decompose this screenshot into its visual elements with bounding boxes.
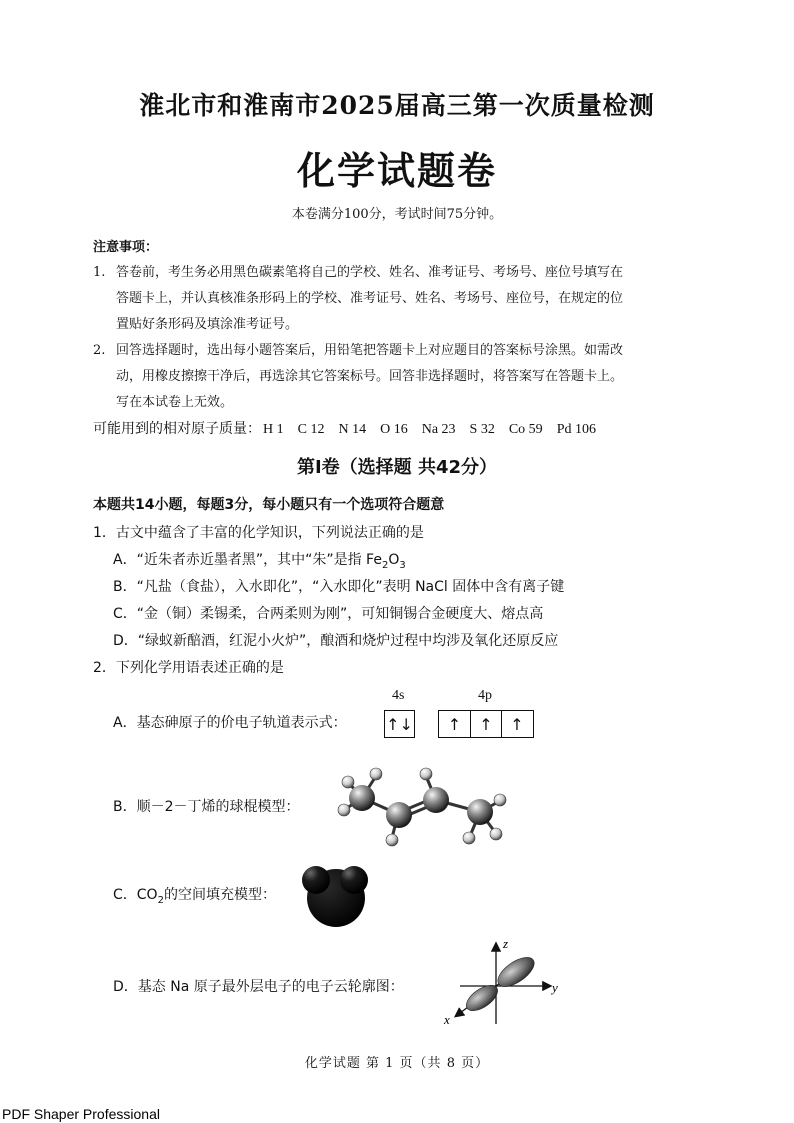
orbital-box-4s	[384, 710, 415, 738]
co2-space-filling-model	[296, 858, 376, 928]
exam-title: 淮北市和淮南市2025届高三第一次质量检测	[139, 91, 655, 120]
orbital-label-4s: 4s	[392, 688, 405, 703]
notice-item-2-line-3: 写在本试卷上无效。	[116, 395, 234, 410]
hydrogen-atom	[342, 776, 354, 788]
cis-2-butene-ball-stick-model	[320, 760, 520, 855]
question-2-option-a: A．基态砷原子的价电子轨道表示式：	[113, 715, 347, 731]
score-line: 本卷满分100分，考试时间75分钟。	[291, 207, 503, 222]
notice-item-2-line-2: 动，用橡皮擦擦干净后，再选涂其它答案标号。回答非选择题时，将答案写在答题卡上。	[116, 369, 624, 384]
notice-heading: 注意事项：	[93, 240, 159, 255]
atomic-mass-label: 可能用到的相对原子质量：	[93, 421, 261, 437]
question-2-stem: 2．下列化学用语表述正确的是	[93, 660, 284, 676]
atomic-mass-o: O 16	[380, 422, 408, 437]
hydrogen-atom	[338, 804, 350, 816]
hydrogen-atom	[386, 834, 398, 846]
atomic-mass-line	[93, 418, 596, 438]
notice-item-1-line-2: 答题卡上，并认真核准条形码上的学校、准考证号、姓名、考场号、座位号，在规定的位	[116, 291, 624, 306]
hydrogen-atom	[420, 768, 432, 780]
question-2-option-b: B．顺－2－丁烯的球棍模型：	[113, 799, 300, 815]
notice-item-1-line-3: 置贴好条形码及填涂准考证号。	[116, 317, 299, 332]
hydrogen-atom	[370, 768, 382, 780]
question-1-option-c: C．“金（铜）柔锡柔，合两柔则为刚”，可知铜锡合金硬度大、熔点高	[113, 606, 544, 622]
atomic-mass-co: Co 59	[508, 422, 543, 437]
atomic-mass-s: S 32	[469, 422, 495, 437]
hydrogen-atom	[463, 832, 475, 844]
z-axis-label: z	[503, 936, 509, 951]
section-instruction: 本题共14小题，每题3分，每小题只有一个选项符合题意	[93, 497, 445, 513]
atomic-mass-h: H 1	[263, 422, 284, 437]
orbital-cell-4p-2: ↑	[470, 711, 501, 737]
section-title: 第Ⅰ卷（选择题 共42分）	[296, 457, 497, 478]
watermark: PDF Shaper Professional	[2, 1106, 160, 1122]
question-2-option-c: C．$CO_2$的空间填充模型：	[113, 887, 276, 906]
orbital-label-4p: 4p	[478, 688, 492, 703]
hydrogen-atom	[494, 794, 506, 806]
atomic-mass-na: Na 23	[421, 422, 456, 437]
question-1-option-a: A．“近朱者赤近墨者黑”，其中“朱”是指 $Fe_2O_3$	[113, 552, 406, 571]
carbon-atom	[386, 802, 412, 828]
carbon-atom	[423, 787, 449, 813]
y-axis-label: y	[552, 980, 558, 995]
carbon-atom	[349, 785, 375, 811]
notice-item-1-number: 1.	[93, 265, 106, 280]
notice-item-1-line-1: 答卷前，考生务必用黑色碳素笔将自己的学校、姓名、准考证号、考场号、座位号填写在	[116, 265, 624, 280]
question-2-option-d: D．基态 Na 原子最外层电子的电子云轮廓图：	[113, 979, 404, 995]
orbital-cell-4p-1: ↑	[447, 714, 462, 734]
atomic-mass-pd: Pd 106	[556, 422, 596, 437]
orbital-box-4p	[438, 710, 534, 738]
outer-atom-right	[340, 866, 368, 894]
electron-cloud-diagram	[440, 934, 570, 1029]
orbital-cell-4s: ↑↓	[386, 714, 413, 734]
atomic-mass-c: C 12	[297, 422, 325, 437]
question-1-stem: 1．古文中蕴含了丰富的化学知识，下列说法正确的是	[93, 525, 424, 541]
carbon-atom	[467, 799, 493, 825]
atomic-mass-n: N 14	[338, 422, 367, 437]
outer-atom-left	[302, 866, 330, 894]
question-1-option-b: B．“凡盐（食盐），入水即化”，“入水即化”表明 NaCl 固体中含有离子键	[113, 579, 565, 595]
notice-item-2-line-1: 回答选择题时，选出每小题答案后，用铅笔把答题卡上对应题目的答案标号涂黑。如需改	[116, 343, 624, 358]
orbital-cell-4p-3: ↑	[501, 711, 532, 737]
x-axis-label: x	[444, 1012, 450, 1027]
question-1-option-d: D．“绿蚁新醅酒，红泥小火炉”，酿酒和烧炉过程中均涉及氧化还原反应	[113, 633, 559, 649]
page-footer: 化学试题 第 1 页（共 8 页）	[304, 1056, 490, 1071]
hydrogen-atom	[490, 828, 502, 840]
notice-item-2-number: 2.	[93, 343, 106, 358]
subject-title: 化学试题卷	[296, 148, 497, 193]
